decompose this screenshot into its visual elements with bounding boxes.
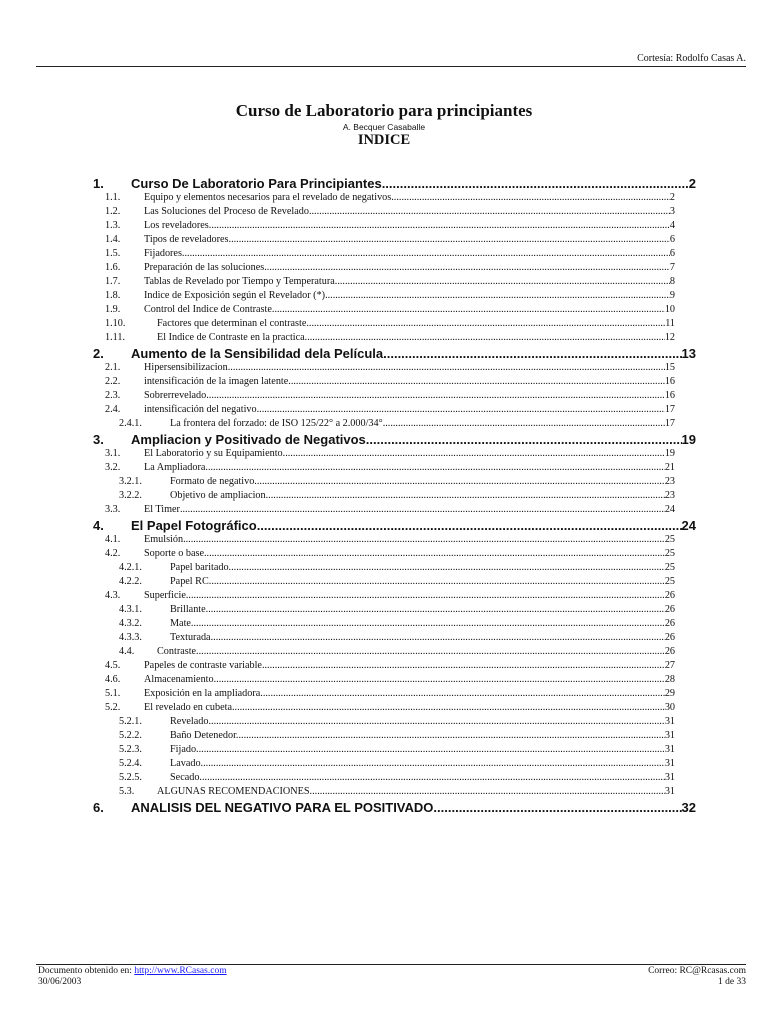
toc-entry-number: 4.2.2.: [119, 576, 142, 587]
toc-entry-line: [144, 660, 675, 671]
toc-entry-line: [131, 800, 696, 815]
toc-dot-leader: [268, 490, 665, 501]
footer-email: Correo: RC@Rcasas.com: [648, 966, 746, 976]
toc-entry-number: 1.4.: [105, 234, 121, 245]
toc-dot-leader: [183, 534, 665, 545]
toc-entry-line: [170, 476, 675, 487]
toc-entry-number: 4.3.: [105, 590, 121, 601]
toc-entry-page: 31: [664, 758, 675, 769]
toc-entry-line: [170, 758, 675, 769]
toc-dot-leader: [257, 518, 682, 533]
toc-entry-number: 5.2.: [105, 702, 121, 713]
toc-entry-number: 4.3.2.: [119, 618, 142, 629]
toc-dot-leader: [229, 234, 670, 245]
toc-entry-page: 31: [664, 716, 675, 727]
toc-entry-page: 31: [664, 772, 675, 783]
toc-entry-page: 15: [664, 362, 675, 373]
toc-entry-number: 5.2.4.: [119, 758, 142, 769]
toc-entry-page: 17: [664, 404, 675, 415]
toc-subsection-row[interactable]: [0, 646, 768, 660]
toc-entry-label: Tablas de Revelado por Tiempo y Temperatura: [144, 276, 335, 287]
toc-entry-line: [157, 332, 675, 343]
toc-entry-label: Exposición en la ampliadora: [144, 688, 261, 699]
toc-entry-number: 2.4.: [105, 404, 121, 415]
toc-dot-leader: [257, 476, 665, 487]
toc-dot-leader: [306, 318, 665, 329]
footer-page-info: 1 de 33: [718, 977, 746, 987]
toc-entry-label: ANALISIS DEL NEGATIVO PARA EL POSITIVADO: [131, 800, 434, 815]
toc-entry-number: 6.: [93, 800, 104, 815]
toc-entry-page: 6: [669, 248, 675, 259]
toc-entry-line: [144, 404, 675, 415]
toc-subsection-row[interactable]: [0, 758, 768, 772]
toc-section-row[interactable]: [0, 346, 768, 362]
toc-entry-page: 7: [669, 262, 675, 273]
toc-entry-number: 4.: [93, 518, 104, 533]
toc-entry-line: [144, 674, 675, 685]
toc-dot-leader: [228, 362, 665, 373]
toc-entry-page: 27: [664, 660, 675, 671]
toc-dot-leader: [204, 548, 665, 559]
toc-subsection-row[interactable]: [0, 276, 768, 290]
toc-entry-label: Mate.: [170, 618, 194, 629]
toc-entry-number: 4.5.: [105, 660, 121, 671]
toc-entry-page: 2: [669, 192, 675, 203]
footer-date: 30/06/2003: [38, 977, 82, 987]
toc-entry-label: Soporte o base: [144, 548, 204, 559]
toc-entry-label: Indice de Exposición según el Revelador (*): [144, 290, 326, 301]
toc-subsection-row[interactable]: [0, 744, 768, 758]
toc-entry-number: 4.3.1.: [119, 604, 142, 615]
toc-entry-number: 1.11.: [105, 332, 125, 343]
toc-entry-label: El Laboratorio y su Equipamiento: [144, 448, 283, 459]
toc-entry-label: Tipos de reveladores: [144, 234, 229, 245]
toc-dot-leader: [272, 304, 665, 315]
toc-dot-leader: [288, 376, 665, 387]
toc-entry-label: Emulsión: [144, 534, 184, 545]
toc-entry-line: [131, 346, 696, 361]
toc-subsection-row[interactable]: [0, 376, 768, 390]
toc-entry-number: 3.2.2.: [119, 490, 142, 501]
toc-entry-number: 5.2.5.: [119, 772, 142, 783]
toc-entry-line: [144, 362, 675, 373]
footer-left: [38, 966, 227, 988]
toc-dot-leader: [205, 462, 664, 473]
toc-entry-line: [144, 548, 675, 559]
toc-subsection-row[interactable]: [0, 590, 768, 604]
toc-subsection-row[interactable]: [0, 304, 768, 318]
toc-subsection-row[interactable]: [0, 318, 768, 332]
toc-entry-line: [144, 206, 675, 217]
toc-subsection-row[interactable]: [0, 576, 768, 590]
toc-dot-leader: [433, 800, 681, 815]
toc-entry-label: Las Soluciones del Proceso de Revelado: [144, 206, 309, 217]
toc-subsection-row[interactable]: [0, 404, 768, 418]
toc-entry-line: [144, 248, 675, 259]
toc-entry-label: intensificación del negativo: [144, 404, 257, 415]
toc-entry-page: 25: [664, 534, 675, 545]
toc-dot-leader: [383, 346, 681, 361]
toc-entry-page: 19: [681, 432, 696, 447]
toc-subsection-row[interactable]: [0, 220, 768, 234]
toc-entry-page: 21: [664, 462, 675, 473]
toc-dot-leader: [310, 786, 665, 797]
toc-entry-label: Brillante.: [170, 604, 209, 615]
toc-dot-leader: [283, 448, 665, 459]
toc-entry-number: 3.1.: [105, 448, 121, 459]
toc-subsection-row[interactable]: [0, 504, 768, 518]
toc-entry-page: 9: [669, 290, 675, 301]
toc-entry-label: Almacenamiento: [144, 674, 214, 685]
toc-entry-label: Factores que determinan el contraste: [157, 318, 307, 329]
toc-entry-number: 5.3.: [119, 786, 135, 797]
toc-dot-leader: [325, 290, 670, 301]
toc-dot-leader: [382, 176, 689, 191]
toc-section-row[interactable]: [0, 518, 768, 534]
toc-entry-label: ALGUNAS RECOMENDACIONES: [157, 786, 310, 797]
toc-dot-leader: [211, 576, 664, 587]
toc-dot-leader: [335, 276, 670, 287]
toc-dot-leader: [238, 730, 664, 741]
toc-entry-line: [157, 646, 675, 657]
toc-entry-number: 1.: [93, 176, 104, 191]
toc-entry-number: 5.1.: [105, 688, 121, 699]
toc-subsection-row[interactable]: [0, 786, 768, 800]
toc-entry-label: El Papel Fotográfico: [131, 518, 257, 533]
toc-entry-number: 2.4.1.: [119, 418, 142, 429]
toc-subsection-row[interactable]: [0, 390, 768, 404]
toc-entry-number: 1.2.: [105, 206, 121, 217]
toc-dot-leader: [305, 332, 665, 343]
toc-entry-label: Objetivo de ampliacion.: [170, 490, 269, 501]
toc-entry-page: 30: [664, 702, 675, 713]
toc-entry-line: [170, 772, 675, 783]
toc-entry-page: 11: [665, 318, 675, 329]
toc-dot-leader: [209, 220, 670, 231]
footer-right: [648, 966, 746, 988]
toc-subsection-row[interactable]: [0, 448, 768, 462]
toc-entry-line: [144, 448, 675, 459]
toc-entry-line: [144, 276, 675, 287]
toc-entry-number: 5.2.3.: [119, 744, 142, 755]
document-title: Curso de Laboratorio para principiantes: [235, 101, 533, 120]
toc-subsection-row[interactable]: [0, 618, 768, 632]
toc-entry-label: Control del Indice de Contraste: [144, 304, 272, 315]
toc-entry-number: 5.2.2.: [119, 730, 142, 741]
toc-subsection-row[interactable]: [0, 248, 768, 262]
toc-entry-page: 25: [664, 548, 675, 559]
toc-entry-line: [144, 504, 675, 515]
toc-entry-label: Equipo y elementos necesarios para el revelado de negativos: [144, 192, 392, 203]
toc-entry-line: [144, 304, 675, 315]
toc-entry-number: 2.1.: [105, 362, 121, 373]
toc-entry-page: 8: [669, 276, 675, 287]
toc-entry-label: Contraste: [157, 646, 197, 657]
toc-entry-page: 19: [664, 448, 675, 459]
toc-entry-page: 12: [664, 332, 675, 343]
toc-entry-number: 1.7.: [105, 276, 121, 287]
toc-entry-label: Superficie: [144, 590, 186, 601]
toc-entry-line: [157, 786, 675, 797]
toc-dot-leader: [232, 702, 665, 713]
toc-entry-line: [170, 562, 675, 573]
toc-subsection-row[interactable]: [0, 702, 768, 716]
toc-entry-page: 24: [664, 504, 675, 515]
toc-subsection-row[interactable]: [0, 262, 768, 276]
toc-subsection-row[interactable]: [0, 290, 768, 304]
footer-obtained-label: Documento obtenido en:: [38, 966, 132, 976]
toc-entry-page: 29: [664, 688, 675, 699]
toc-entry-number: 5.2.1.: [119, 716, 142, 727]
toc-entry-label: La frontera del forzado: de ISO 125/22° a 2.000/34°: [170, 418, 383, 429]
toc-entry-page: 31: [664, 730, 675, 741]
toc-entry-line: [170, 418, 675, 429]
toc-dot-leader: [196, 646, 665, 657]
toc-entry-label: Formato de negativo.: [170, 476, 257, 487]
toc-entry-page: 17: [664, 418, 675, 429]
toc-dot-leader: [211, 716, 665, 727]
toc-subsection-row[interactable]: [0, 490, 768, 504]
toc-entry-number: 2.: [93, 346, 104, 361]
toc-dot-leader: [260, 688, 665, 699]
toc-entry-page: 3: [669, 206, 675, 217]
toc-entry-label: Los reveladores: [144, 220, 209, 231]
toc-entry-number: 3.: [93, 432, 104, 447]
toc-entry-label: El revelado en cubeta: [144, 702, 232, 713]
toc-entry-label: Baño Detenedor.: [170, 730, 239, 741]
toc-subsection-row[interactable]: [0, 462, 768, 476]
toc-entry-line: [144, 192, 675, 203]
toc-entry-label: Papel baritado.: [170, 562, 232, 573]
header-courtesy: Cortesía: Rodolfo Casas A.: [637, 53, 746, 64]
toc-dot-leader: [182, 248, 670, 259]
toc-entry-line: [157, 318, 675, 329]
toc-entry-number: 2.2.: [105, 376, 121, 387]
toc-subsection-row[interactable]: [0, 688, 768, 702]
toc-entry-page: 31: [664, 744, 675, 755]
toc-entry-page: 6: [669, 234, 675, 245]
toc-subsection-row[interactable]: [0, 332, 768, 346]
toc-entry-number: 3.3.: [105, 504, 121, 515]
toc-entry-line: [144, 534, 675, 545]
toc-subsection-row[interactable]: [0, 730, 768, 744]
toc-entry-line: [144, 462, 675, 473]
toc-dot-leader: [257, 404, 665, 415]
toc-entry-number: 3.2.: [105, 462, 121, 473]
toc-entry-line: [170, 716, 675, 727]
toc-entry-page: 4: [669, 220, 675, 231]
toc-entry-line: [144, 390, 675, 401]
toc-entry-page: 28: [664, 674, 675, 685]
toc-dot-leader: [186, 590, 665, 601]
toc-entry-label: Fijado.: [170, 744, 199, 755]
toc-entry-number: 4.6.: [105, 674, 121, 685]
toc-dot-leader: [214, 674, 665, 685]
toc-dot-leader: [262, 660, 665, 671]
toc-entry-number: 1.5.: [105, 248, 121, 259]
toc-dot-leader: [213, 632, 665, 643]
toc-entry-line: [144, 590, 675, 601]
toc-entry-number: 1.10.: [105, 318, 126, 329]
toc-entry-line: [170, 604, 675, 615]
toc-entry-label: Fijadores: [144, 248, 182, 259]
toc-subsection-row[interactable]: [0, 674, 768, 688]
toc-entry-label: Preparación de las soluciones: [144, 262, 265, 273]
toc-entry-page: 16: [664, 376, 675, 387]
toc-entry-page: 23: [664, 490, 675, 501]
toc-subsection-row[interactable]: [0, 534, 768, 548]
toc-entry-line: [170, 618, 675, 629]
toc-entry-label: Revelado.: [170, 716, 212, 727]
toc-entry-line: [144, 220, 675, 231]
toc-entry-number: 4.1.: [105, 534, 121, 545]
toc-entry-line: [131, 176, 696, 191]
toc-dot-leader: [193, 618, 664, 629]
toc-entry-page: 2: [688, 176, 696, 191]
document-author: A. Becquer Casaballe: [342, 122, 426, 132]
toc-entry-line: [131, 518, 696, 533]
toc-entry-line: [170, 576, 675, 587]
toc-entry-number: 2.3.: [105, 390, 121, 401]
toc-entry-line: [170, 490, 675, 501]
toc-entry-label: Lavado.: [170, 758, 204, 769]
toc-subsection-row[interactable]: [0, 206, 768, 220]
header-divider: [36, 66, 746, 67]
toc-subsection-row[interactable]: [0, 362, 768, 376]
footer-divider: [36, 964, 746, 965]
toc-entry-page: 10: [664, 304, 675, 315]
toc-entry-page: 31: [664, 786, 675, 797]
toc-entry-page: 16: [664, 390, 675, 401]
toc-entry-line: [144, 234, 675, 245]
toc-subsection-row[interactable]: [0, 192, 768, 206]
toc-entry-label: Hipersensibilizacion: [144, 362, 228, 373]
toc-entry-page: 26: [664, 632, 675, 643]
toc-entry-number: 3.2.1.: [119, 476, 142, 487]
toc-subsection-row[interactable]: [0, 548, 768, 562]
toc-dot-leader: [231, 562, 665, 573]
toc-entry-line: [144, 688, 675, 699]
toc-entry-number: 1.8.: [105, 290, 121, 301]
toc-dot-leader: [309, 206, 670, 217]
toc-entry-page: 13: [681, 346, 696, 361]
toc-entry-label: Secado.: [170, 772, 202, 783]
toc-entry-label: intensificación de la imagen latente: [144, 376, 289, 387]
toc-entry-line: [144, 262, 675, 273]
toc-entry-number: 4.2.: [105, 548, 121, 559]
toc-entry-page: 26: [664, 590, 675, 601]
toc-entry-label: El Indice de Contraste en la practica: [157, 332, 305, 343]
toc-dot-leader: [199, 744, 665, 755]
toc-section-row[interactable]: [0, 800, 768, 816]
toc-entry-page: 26: [664, 646, 675, 657]
toc-entry-line: [170, 744, 675, 755]
toc-dot-leader: [366, 432, 682, 447]
toc-subsection-row[interactable]: [0, 716, 768, 730]
toc-entry-number: 1.3.: [105, 220, 121, 231]
toc-dot-leader: [180, 504, 665, 515]
toc-subsection-row[interactable]: [0, 476, 768, 490]
toc-entry-number: 4.3.3.: [119, 632, 142, 643]
toc-entry-number: 1.1.: [105, 192, 121, 203]
toc-entry-page: 26: [664, 618, 675, 629]
toc-entry-line: [144, 290, 675, 301]
toc-entry-page: 23: [664, 476, 675, 487]
toc-subsection-row[interactable]: [0, 632, 768, 646]
toc-entry-number: 4.2.1.: [119, 562, 142, 573]
toc-entry-label: Papeles de contraste variable: [144, 660, 262, 671]
toc-section-row[interactable]: [0, 176, 768, 192]
toc-dot-leader: [383, 418, 665, 429]
toc-subsection-row[interactable]: [0, 234, 768, 248]
toc-subsection-row[interactable]: [0, 772, 768, 786]
footer-url-link[interactable]: http://www.RCasas.com: [134, 966, 227, 976]
toc-entry-page: 26: [664, 604, 675, 615]
toc-entry-number: 1.6.: [105, 262, 121, 273]
toc-entry-number: 1.9.: [105, 304, 121, 315]
toc-section-row[interactable]: [0, 432, 768, 448]
toc-entry-page: 25: [664, 576, 675, 587]
toc-dot-leader: [208, 604, 665, 615]
toc-dot-leader: [264, 262, 670, 273]
toc-entry-line: [170, 730, 675, 741]
toc-entry-label: Papel RC.: [170, 576, 212, 587]
toc-entry-label: La Ampliadora: [144, 462, 206, 473]
toc-entry-label: Sobrerrevelado: [144, 390, 207, 401]
toc-entry-page: 32: [681, 800, 696, 815]
toc-entry-label: Curso De Laboratorio Para Principiantes: [131, 176, 382, 191]
toc-entry-label: Ampliacion y Positivado de Negativos: [131, 432, 366, 447]
toc-dot-leader: [391, 192, 670, 203]
toc-subsection-row[interactable]: [0, 418, 768, 432]
toc-dot-leader: [203, 758, 665, 769]
toc-entry-label: Texturada.: [170, 632, 214, 643]
toc-entry-label: El Timer: [144, 504, 180, 515]
toc-entry-label: Aumento de la Sensibilidad dela Película: [131, 346, 384, 361]
toc-entry-line: [144, 376, 675, 387]
toc-entry-page: 24: [681, 518, 696, 533]
toc-entry-line: [131, 432, 696, 447]
toc-entry-number: 4.4.: [119, 646, 135, 657]
toc-subsection-row[interactable]: [0, 660, 768, 674]
index-heading: INDICE: [357, 132, 411, 148]
toc-dot-leader: [206, 390, 665, 401]
toc-subsection-row[interactable]: [0, 562, 768, 576]
toc-entry-line: [144, 702, 675, 713]
toc-entry-page: 25: [664, 562, 675, 573]
toc-entry-line: [170, 632, 675, 643]
toc-subsection-row[interactable]: [0, 604, 768, 618]
toc-dot-leader: [202, 772, 665, 783]
